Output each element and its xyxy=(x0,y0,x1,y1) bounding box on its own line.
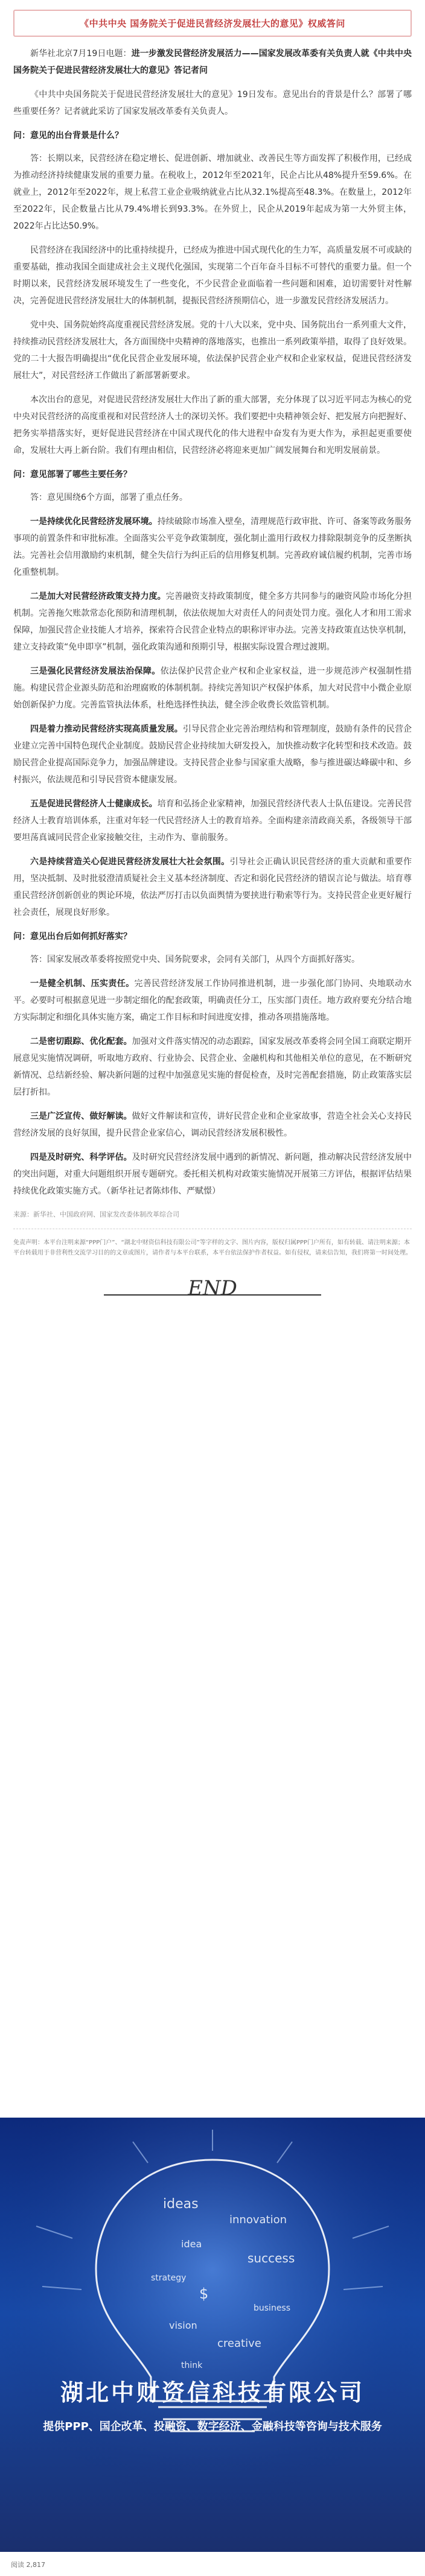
task-item xyxy=(13,513,412,581)
article-title: 《中共中央 国务院关于促进民营经济发展壮大的意见》权威答问 xyxy=(80,18,345,29)
answer-1-p4: 本次出台的意见，对促进民营经济发展壮大作出了新的重大部署，充分体现了以习近平同志为核心的党中央对民营经济的高度重视和对民营经济人士的深切关怀。我们要把中央精神领会好、把发展方向把握好、把务实举措落实好，更好促进民营经济在中国式现代化的伟大进程中奋发有为更大作为，承担起更重要使命，发展壮大再上新台阶。我们有理由相信，民营经济必将迎来更加广阔发展舞台和光明发展前景。 xyxy=(13,395,412,455)
measure-item-heading: 三是广泛宣传、做好解读。 xyxy=(30,1112,132,1121)
lightbulb-illustration xyxy=(0,2118,425,2552)
answer-2-intro: 答：意见围绕6个方面，部署了重点任务。 xyxy=(30,493,188,502)
task-item-text: 培育和弘扬企业家精神，加强民营经济代表人士队伍建设。完善民营经济人士教育培训体系，注重对年轻一代民营经济人士的教育培养。全面构建亲清政商关系，各级领导干部要坦荡真诚同民营企业家接触交往，主动作为、靠前服务。 xyxy=(13,799,412,843)
measure-item-text: 及时研究民营经济发展中遇到的新情况、新问题，推动解决民营经济发展中的突出问题，对重大问题组织开展专题研究。委托相关机构对政策实施情况开展第三方评估，根据评估结果持续优化政策实施方式。（新华社记者陈炜伟、严赋憬） xyxy=(13,1153,412,1196)
task-item-text: 持续破除市场准入壁垒，清理规范行政审批、许可、备案等政务服务事项的前置条件和审批标准。全面落实公平竞争政策制度，强化制止滥用行政权力排除限制竞争的反垄断执法。完善社会信用激励约束机制，健全失信行为纠正后的信用修复机制。完善政府诚信履约机制，完善市场化重整机制。 xyxy=(13,517,412,577)
measure-item-text: 完善民营经济发展工作协同推进机制，进一步强化部门协同、央地联动水平。必要时可根据意见进一步制定细化的配套政策，明确责任分工，压实部门责任。地方政府要充分结合地方实际制定和细化具体实施方案，确定工作目标和时间进度安排，推动各项措施落地。 xyxy=(13,979,412,1022)
intro-paragraph: 《中共中央国务院关于促进民营经济发展壮大的意见》19日发布。意见出台的背景是什么？部署了哪些重要任务？记者就此采访了国家发展改革委有关负责人。 xyxy=(13,90,412,116)
company-block xyxy=(0,2374,425,2434)
company-slogan: 提供PPP、国企改革、投融资、数字经济、金融科技等咨询与技术服务 xyxy=(43,2420,382,2433)
task-item-heading: 三是强化民营经济发展法治保障。 xyxy=(30,666,161,676)
bulb-word: think xyxy=(181,2361,203,2370)
dateline: 新华社北京7月19日电题： xyxy=(30,49,132,59)
bulb-word: innovation xyxy=(229,2214,287,2226)
measure-item-heading: 一是健全机制、压实责任。 xyxy=(30,979,135,989)
company-banner xyxy=(0,2118,425,2552)
bulb-word: ideas xyxy=(163,2197,199,2212)
bulb-word: strategy xyxy=(151,2273,187,2283)
task-item-heading: 六是持续营造关心促进民营经济发展壮大社会氛围。 xyxy=(30,857,230,867)
question-3: 问：意见出台后如何抓好落实？ xyxy=(13,932,132,941)
lead-headline: 进一步激发民营经济发展活力——国家发展改革委有关负责人就《中共中央 国务院关于促进民营经济发展壮大的意见》答记者问 xyxy=(13,49,412,75)
task-item xyxy=(13,663,412,714)
task-item xyxy=(13,588,412,656)
bulb-word: success xyxy=(248,2251,295,2265)
task-item xyxy=(13,853,412,921)
source-meta: 来源：新华社、中国政府网、国家发改委体制改革综合司 xyxy=(13,1210,179,1218)
task-item-text: 引导民营企业完善治理结构和管理制度，鼓励有条件的民营企业建立完善中国特色现代企业制度。鼓励民营企业持续加大研发投入，加快推动数字化转型和技术改造。鼓励民营企业提高国际竞争力，加强品牌建设。支持民营企业参与国家重大战略，参与推进碳达峰碳中和、乡村振兴，依法规范和引导民营资本健康发展。 xyxy=(13,724,412,785)
bulb-word: vision xyxy=(169,2320,197,2331)
question-2: 问：意见部署了哪些主要任务？ xyxy=(13,470,132,479)
measure-item xyxy=(13,1033,412,1101)
answer-1-p3: 党中央、国务院始终高度重视民营经济发展。党的十八大以来，党中央、国务院出台一系列重大文件，持续推动民营经济发展壮大，各方面围绕中央精神的落地落实，也推出一系列政策举措，取得了良好效果。党的二十大报告明确提出“优化民营企业发展环境，依法保护民营企业产权和企业家权益，促进民营经济发展壮大”，对民营经济工作做出了新部署新要求。 xyxy=(13,320,412,381)
task-item xyxy=(13,796,412,846)
bulb-word: idea xyxy=(181,2238,202,2250)
bulb-word: business xyxy=(254,2303,291,2313)
measure-item xyxy=(13,1149,412,1200)
answer-1-p1: 答：长期以来，民营经济在稳定增长、促进创新、增加就业、改善民生等方面发挥了积极作用，已经成为推动经济持续健康发展的重要力量。在税收上，2012年至2021年，民企占比从48%提升至59.6%。在就业上，2012年至2022年，规上私营工业企业吸纳就业占比从32.1%提高至48.3%。在数量上，2012年至2022年，民企数量占比从79.4%增长到93.3%。在外贸上，民企从2019年起成为第一大外贸主体，2022年占比达50.9%。 xyxy=(13,154,412,231)
measure-item xyxy=(13,1108,412,1142)
end-word: END xyxy=(188,1276,237,1300)
measure-item-heading: 四是及时研究、科学评估。 xyxy=(30,1153,132,1162)
task-item-text: 引导社会正确认识民营经济的重大贡献和重要作用，坚决抵制、及时批驳澄清质疑社会主义基本经济制度、否定和弱化民营经济的错误言论与做法。培育尊重民营经济创新创业的舆论环境，依法严厉打击以负面舆情为要挟进行勒索等行为。支持民营企业更好履行社会责任，展现良好形象。 xyxy=(13,857,412,917)
answer-1-p2: 民营经济在我国经济中的比重持续提升，已经成为推进中国式现代化的生力军，高质量发展不可或缺的重要基础，推动我国全面建成社会主义现代化强国，实现第二个百年奋斗目标不可替代的重要力量。但一个时期以来，民营经济发展环境发生了一些变化，不少民营企业面临着一些问题和困难，迫切需要针对性解决，完善促进民营经济发展壮大的体制机制，提振民营经济预期信心，进一步激发民营经济发展活力。 xyxy=(13,245,412,306)
task-item-heading: 一是持续优化民营经济发展环境。 xyxy=(30,517,158,527)
bulb-word: creative xyxy=(217,2337,261,2350)
measure-item-text: 做好文件解读和宣传，讲好民营企业和企业家故事，营造全社会关心支持民营经济发展的良好氛围，提升民营企业家信心，调动民营经济发展积极性。 xyxy=(13,1112,412,1138)
task-item xyxy=(13,721,412,788)
task-item-text: 完善融资支持政策制度，健全多方共同参与的融资风险市场化分担机制。完善拖欠账款常态化预防和清理机制，依法依规加大对责任人的问责处罚力度。强化人才和用工需求保障，加强民营企业技能人才培养，探索符合民营企业特点的职称评审办法。完善支持政策直达快享机制，建立支持政策“免申即享”机制，强化政策沟通和预期引导，根据实际设置合理过渡期。 xyxy=(13,592,412,652)
title-box xyxy=(13,10,412,37)
task-item-heading: 五是促进民营经济人士健康成长。 xyxy=(30,799,158,809)
measure-item xyxy=(13,975,412,1026)
end-underline xyxy=(104,1294,321,1296)
company-name: 湖北中财资信科技有限公司 xyxy=(60,2379,365,2406)
measure-item-heading: 二是密切跟踪、优化配套。 xyxy=(30,1037,132,1046)
question-1: 问：意见的出台背景是什么？ xyxy=(13,131,123,141)
task-item-text: 依法保护民营企业产权和企业家权益，进一步规范涉产权强制性措施。构建民营企业源头防范和治理腐败的体制机制。持续完善知识产权保护体系，加大对民营中小微企业原始创新保护力度。完善监管执法体系，杜绝选择性执法，健全涉企收费长效监管机制。 xyxy=(13,666,412,710)
article-page xyxy=(0,10,425,2576)
bulb-word: $ xyxy=(199,2285,209,2302)
read-count: 阅读 2,817 xyxy=(11,2561,45,2569)
measure-item-text: 加强对文件落实情况的动态跟踪，国家发展改革委将会同全国工商联定期开展意见实施情况调研，听取地方政府、行业协会、民营企业、金融机构和其他相关单位的意见，在不断研究新情况、总结新经验、解决新问题的过程中加强意见实施的督促检查，及时完善配套措施，防止政策落实层层打折扣。 xyxy=(13,1037,412,1097)
lead-paragraph xyxy=(13,45,412,79)
end-mark xyxy=(0,1276,425,1302)
task-item-heading: 二是加大对民营经济政策支持力度。 xyxy=(30,592,166,601)
disclaimer: 免责声明：本平台注明来源“PPP门户”、“湖北中财资信科技有限公司”等字样的文字、图片内容，版权归属PPP门户所有，如有转载、请注明来源；本平台转载用于非营利性交流学习目的的文章或图片，请作者与本平台联系，本平台依法保护作者权益。如有侵权，请来信告知，我们将第一时间处理。 xyxy=(13,1239,412,1256)
article-body xyxy=(0,37,425,1220)
answer-3-intro: 答：国家发展改革委将按照党中央、国务院要求，会同有关部门，从四个方面抓好落实。 xyxy=(30,955,360,964)
task-item-heading: 四是着力推动民营经济实现高质量发展。 xyxy=(30,724,183,734)
